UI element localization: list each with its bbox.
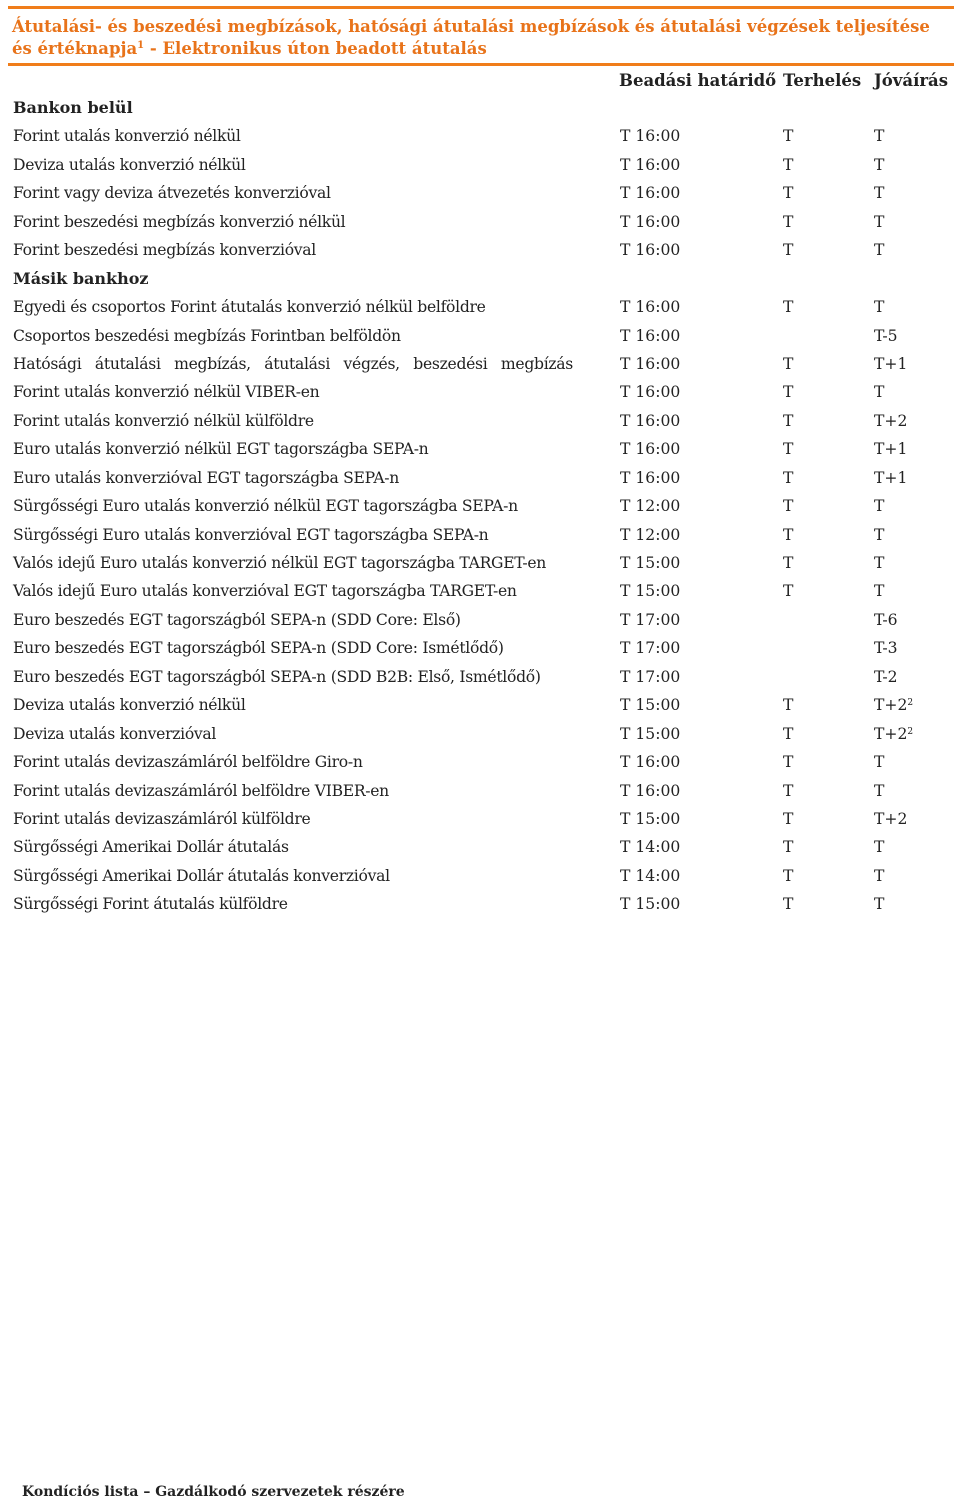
row-label: Euro beszedés EGT tagországból SEPA-n (SDD Core: Ismétlődő): [13, 639, 504, 658]
row-deadline: T 12:00: [620, 525, 681, 544]
column-header-deadline: Beadási határidő: [619, 71, 777, 90]
row-label: Sürgősségi Amerikai Dollár átutalás: [13, 838, 289, 857]
row-deadline: T 16:00: [620, 155, 681, 174]
row-deadline: T 15:00: [620, 895, 681, 914]
row-label: Csoportos beszedési megbízás Forintban belföldön: [13, 326, 401, 345]
section-title: Bankon belül: [13, 98, 133, 117]
row-debit: T: [783, 383, 794, 402]
row-debit: T: [783, 127, 794, 146]
row-credit: T: [874, 753, 885, 772]
row-label: Euro utalás konverzió nélkül EGT tagországba SEPA-n: [13, 440, 429, 459]
row-debit: T: [783, 809, 794, 828]
row-debit: T: [783, 184, 794, 203]
row-deadline: T 16:00: [620, 241, 681, 260]
row-label: Forint beszedési megbízás konverzió nélkül: [13, 212, 346, 231]
row-deadline: T 16:00: [620, 440, 681, 459]
row-credit-value: T+2: [874, 724, 908, 743]
table-row: [0, 890, 960, 918]
row-label: Deviza utalás konverzióval: [13, 724, 217, 743]
row-credit: T: [874, 525, 885, 544]
row-label: Sürgősségi Forint átutalás külföldre: [13, 895, 288, 914]
row-deadline: T 15:00: [620, 582, 681, 601]
row-credit: T: [874, 866, 885, 885]
row-credit: T: [874, 838, 885, 857]
section-header: [0, 94, 960, 122]
table-row: [0, 521, 960, 549]
table-row: [0, 208, 960, 236]
footer-note: Kondíciós lista – Gazdálkodó szervezetek részére: [22, 1484, 405, 1500]
row-label: Forint beszedési megbízás konverzióval: [13, 241, 316, 260]
row-credit: T: [874, 554, 885, 572]
title-subtitle: - Elektronikus úton beadott átutalás: [144, 39, 487, 58]
title-footnote-marker: 1: [137, 40, 145, 51]
row-deadline: T 16:00: [620, 468, 681, 487]
row-deadline: T 16:00: [620, 781, 681, 800]
table-row: [0, 464, 960, 492]
table-row: [0, 634, 960, 662]
table-row: [0, 663, 960, 691]
row-deadline: T 16:00: [620, 753, 681, 772]
row-deadline: T 12:00: [620, 497, 681, 516]
row-debit: T: [783, 582, 794, 601]
row-credit: T: [874, 383, 885, 402]
row-debit: T: [783, 866, 794, 885]
page-title: [12, 16, 952, 60]
row-label: Sürgősségi Euro utalás konverzió nélkül EGT tagországba SEPA-n: [13, 497, 518, 516]
row-debit: T: [783, 212, 794, 231]
row-deadline: T 14:00: [620, 866, 681, 885]
row-label: Euro beszedés EGT tagországból SEPA-n (SDD Core: Első): [13, 610, 461, 629]
row-deadline: T 16:00: [620, 127, 681, 146]
row-label: Egyedi és csoportos Forint átutalás konverzió nélkül belföldre: [13, 298, 486, 317]
top-orange-rule: [8, 6, 954, 9]
row-debit: T: [783, 411, 794, 430]
row-label: Deviza utalás konverzió nélkül: [13, 155, 246, 174]
row-credit: T: [874, 781, 885, 800]
row-credit: T-3: [874, 639, 898, 658]
row-credit: T: [874, 155, 885, 174]
row-credit: T-2: [874, 667, 898, 686]
row-label: Sürgősségi Amerikai Dollár átutalás konverzióval: [13, 866, 390, 885]
row-deadline: T 15:00: [620, 696, 681, 715]
row-debit: T: [783, 354, 794, 373]
section-header: [0, 265, 960, 293]
row-credit: T: [874, 298, 885, 317]
table-row: [0, 435, 960, 463]
row-label: Valós idejű Euro utalás konverzióval EGT tagországba TARGET-en: [13, 582, 517, 601]
row-debit: T: [783, 440, 794, 459]
row-debit: T: [783, 298, 794, 317]
row-deadline: T 16:00: [620, 212, 681, 231]
table-row: [0, 350, 960, 378]
row-credit: T: [874, 241, 885, 260]
table-row: [0, 407, 960, 435]
row-label: Euro utalás konverzióval EGT tagországba SEPA-n: [13, 468, 400, 487]
row-credit: T+1: [874, 440, 908, 459]
row-deadline: T 15:00: [620, 554, 681, 572]
table-row: [0, 805, 960, 833]
table-row: [0, 492, 960, 520]
row-credit: T-5: [874, 326, 898, 345]
row-label: Forint vagy deviza átvezetés konverzióval: [13, 184, 331, 203]
row-credit: T: [874, 212, 885, 231]
row-credit-value: T+2: [874, 696, 908, 715]
row-deadline: T 16:00: [620, 298, 681, 317]
row-debit: T: [783, 724, 794, 743]
row-label: Valós idejű Euro utalás konverzió nélkül EGT tagországba TARGET-en: [13, 554, 547, 572]
row-debit: T: [783, 696, 794, 715]
table-row: [0, 720, 960, 748]
row-debit: T: [783, 838, 794, 857]
row-deadline: T 17:00: [620, 610, 681, 629]
row-credit: T: [874, 184, 885, 203]
row-label: Euro beszedés EGT tagországból SEPA-n (SDD B2B: Első, Ismétlődő): [13, 667, 541, 686]
credit-footnote-marker: 2: [907, 726, 914, 737]
table-row: [0, 549, 960, 577]
section-title: Másik bankhoz: [13, 268, 149, 288]
row-deadline: T 14:00: [620, 838, 681, 857]
column-header-debit: Terhelés: [783, 71, 862, 90]
table-row: [0, 293, 960, 321]
table-row: [0, 577, 960, 605]
row-credit: T: [874, 582, 885, 601]
row-credit: T: [874, 497, 885, 516]
row-debit: T: [783, 895, 794, 914]
row-deadline: T 15:00: [620, 809, 681, 828]
table-row: [0, 122, 960, 150]
row-deadline: T 16:00: [620, 411, 681, 430]
table-row: [0, 322, 960, 350]
table-row: [0, 606, 960, 634]
row-label: Forint utalás devizaszámláról belföldre Giro-n: [13, 753, 363, 772]
row-deadline: T 16:00: [620, 184, 681, 203]
row-deadline: T 16:00: [620, 326, 681, 345]
credit-footnote-marker: 2: [907, 698, 914, 709]
table-row: [0, 777, 960, 805]
row-label: Hatósági átutalási megbízás, átutalási végzés, beszedési megbízás: [13, 354, 573, 373]
row-deadline: T 15:00: [620, 724, 681, 743]
row-credit: [874, 720, 913, 748]
row-deadline: T 17:00: [620, 667, 681, 686]
table-row: [0, 833, 960, 861]
row-label: Forint utalás devizaszámláról belföldre VIBER-en: [13, 781, 389, 800]
row-label: Forint utalás konverzió nélkül külföldre: [13, 411, 314, 430]
table-row: [0, 378, 960, 406]
row-credit: T: [874, 127, 885, 146]
row-label: Forint utalás konverzió nélkül: [13, 127, 241, 146]
row-credit: [874, 691, 913, 719]
row-label: Sürgősségi Euro utalás konverzióval EGT tagországba SEPA-n: [13, 525, 489, 544]
table-row: [0, 151, 960, 179]
bottom-orange-rule: [8, 63, 954, 66]
row-deadline: T 16:00: [620, 383, 681, 402]
row-debit: T: [783, 497, 794, 516]
row-label: Forint utalás konverzió nélkül VIBER-en: [13, 383, 320, 402]
row-debit: T: [783, 468, 794, 487]
row-debit: T: [783, 155, 794, 174]
row-credit: T+2: [874, 809, 908, 828]
table-row: [0, 179, 960, 207]
row-debit: T: [783, 781, 794, 800]
row-debit: T: [783, 554, 794, 572]
table-row: [0, 691, 960, 719]
row-credit: T-6: [874, 610, 898, 629]
title-text: Átutalási- és beszedési megbízások, hatósági átutalási megbízások és átutalási végzések teljesítése és értéknapja: [12, 17, 930, 58]
row-credit: T+2: [874, 411, 908, 430]
row-credit: T+1: [874, 468, 908, 487]
row-deadline: T 16:00: [620, 354, 681, 373]
row-label: Forint utalás devizaszámláról külföldre: [13, 809, 311, 828]
row-label: Deviza utalás konverzió nélkül: [13, 696, 246, 715]
table-row: [0, 862, 960, 890]
row-debit: T: [783, 241, 794, 260]
table-row: [0, 236, 960, 264]
row-credit: T: [874, 895, 885, 914]
row-credit: T+1: [874, 354, 908, 373]
column-header-credit: Jóváírás: [874, 71, 949, 90]
row-debit: T: [783, 753, 794, 772]
row-debit: T: [783, 525, 794, 544]
row-deadline: T 17:00: [620, 639, 681, 658]
conditions-table: [0, 94, 960, 919]
table-row: [0, 748, 960, 776]
